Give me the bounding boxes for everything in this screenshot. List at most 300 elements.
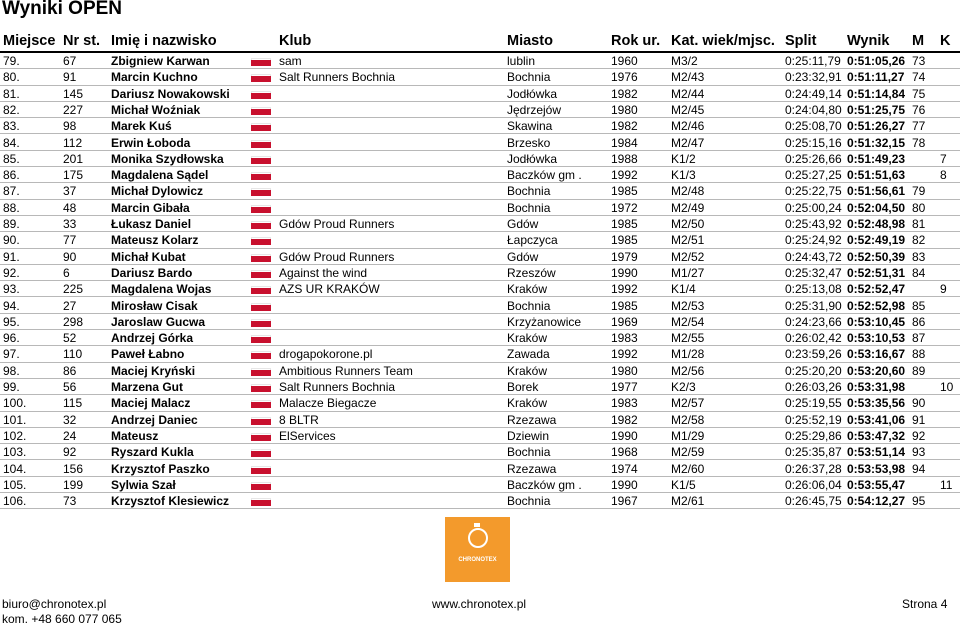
poland-flag-icon [251, 58, 271, 66]
cell-nr: 92 [63, 445, 77, 460]
cell-m: 90 [912, 396, 926, 411]
table-row [0, 363, 960, 379]
cell-klub: Salt Runners Bochnia [279, 380, 396, 394]
cell-name: Michał Kubat [111, 249, 186, 264]
cell-nr: 115 [63, 396, 83, 411]
cell-wynik: 0:51:05,26 [847, 54, 906, 68]
cell-nr: 73 [63, 494, 77, 509]
poland-flag-icon [251, 74, 271, 82]
cell-split: 0:24:23,66 [785, 314, 842, 329]
table-row [0, 118, 960, 134]
cell-miasto: Rzeszów [507, 265, 556, 280]
poland-flag-icon [251, 237, 271, 245]
cell-klub: sam [279, 54, 302, 68]
poland-flag-icon [251, 384, 271, 392]
cell-nr: 201 [63, 151, 84, 166]
cell-miejsce: 85. [3, 151, 20, 166]
cell-wynik: 0:52:52,47 [847, 282, 906, 297]
cell-nr: 32 [63, 412, 77, 427]
table-row [0, 86, 960, 102]
cell-nr: 33 [63, 217, 77, 231]
cell-wynik: 0:52:52,98 [847, 298, 906, 313]
cell-kat: M2/60 [671, 461, 705, 476]
cell-split: 0:26:37,28 [785, 461, 842, 476]
cell-miasto: Bochnia [507, 184, 551, 199]
page-title: Wyniki OPEN [2, 0, 123, 19]
cell-klub: Gdów Proud Runners [279, 217, 395, 231]
poland-flag-icon [251, 172, 271, 180]
table-row [0, 135, 960, 151]
header-miejsce: Miejsce [3, 33, 56, 49]
cell-rok: 1969 [611, 314, 638, 329]
cell-miasto: Dziewin [507, 428, 550, 443]
cell-nr: 110 [63, 347, 83, 362]
cell-m: 78 [912, 135, 926, 150]
cell-wynik: 0:51:51,63 [847, 168, 906, 183]
table-row [0, 395, 960, 411]
cell-m: 93 [912, 445, 926, 460]
cell-miejsce: 89. [3, 217, 20, 231]
cell-split: 0:25:52,19 [785, 412, 842, 427]
poland-flag-icon [251, 335, 271, 343]
cell-wynik: 0:53:20,60 [847, 363, 906, 378]
cell-rok: 1967 [611, 494, 638, 509]
cell-name: Maciej Malacz [111, 396, 191, 411]
cell-miejsce: 84. [3, 135, 20, 150]
cell-split: 0:25:35,87 [785, 445, 842, 460]
poland-flag-icon [251, 368, 271, 376]
cell-miejsce: 103. [3, 445, 27, 460]
cell-name: Mateusz [111, 428, 159, 443]
cell-kat: M2/52 [671, 249, 705, 264]
cell-miasto: Brzesko [507, 135, 551, 150]
table-row [0, 167, 960, 183]
cell-miejsce: 94. [3, 298, 20, 313]
cell-m: 82 [912, 233, 926, 248]
table-row [0, 53, 960, 69]
table-row [0, 330, 960, 346]
cell-nr: 227 [63, 102, 84, 117]
cell-nr: 112 [63, 135, 83, 150]
cell-rok: 1968 [611, 445, 638, 460]
cell-split: 0:26:06,04 [785, 477, 842, 492]
footer-email: biuro@chronotex.pl [2, 597, 107, 611]
cell-miejsce: 98. [3, 363, 20, 378]
cell-wynik: 0:53:10,45 [847, 314, 906, 329]
cell-klub: AZS UR KRAKÓW [279, 282, 380, 297]
cell-miasto: Bochnia [507, 298, 551, 313]
cell-klub: Ambitious Runners Team [279, 363, 413, 378]
cell-name: Andrzej Górka [111, 331, 194, 346]
cell-name: Erwin Łoboda [111, 135, 191, 150]
cell-miejsce: 79. [3, 54, 20, 68]
cell-name: Michał Dylowicz [111, 184, 204, 199]
cell-rok: 1990 [611, 428, 638, 443]
cell-wynik: 0:53:41,06 [847, 412, 906, 427]
cell-kat: K2/3 [671, 380, 696, 394]
header-m: M [912, 33, 925, 49]
cell-split: 0:24:04,80 [785, 102, 842, 117]
cell-rok: 1980 [611, 363, 638, 378]
cell-miasto: Baczków gm . [507, 168, 582, 183]
cell-wynik: 0:51:32,15 [847, 135, 906, 150]
cell-name: Mirosław Cisak [111, 298, 198, 313]
table-header [0, 31, 960, 53]
poland-flag-icon [251, 188, 271, 196]
cell-klub: Against the wind [279, 265, 368, 280]
cell-kat: M2/50 [671, 217, 705, 231]
cell-split: 0:26:02,42 [785, 331, 842, 346]
cell-m: 83 [912, 249, 926, 264]
table-row [0, 216, 960, 232]
cell-split: 0:23:59,26 [785, 347, 842, 362]
cell-miasto: Bochnia [507, 200, 551, 215]
poland-flag-icon [251, 156, 271, 164]
cell-miasto: Jędrzejów [507, 102, 562, 117]
header-kat: Kat. wiek/mjsc. [671, 33, 775, 49]
cell-rok: 1983 [611, 331, 638, 346]
cell-rok: 1974 [611, 461, 638, 476]
cell-miejsce: 81. [3, 86, 20, 101]
cell-name: Andrzej Daniec [111, 412, 198, 427]
cell-kat: M2/47 [671, 135, 705, 150]
cell-nr: 225 [63, 282, 84, 297]
cell-k: 11 [940, 477, 953, 492]
cell-m: 73 [912, 54, 926, 68]
cell-miejsce: 86. [3, 168, 20, 183]
cell-wynik: 0:51:11,27 [847, 70, 905, 85]
footer-phone: kom. +48 660 077 065 [2, 612, 122, 626]
cell-split: 0:26:03,26 [785, 380, 842, 394]
cell-name: Ryszard Kukla [111, 445, 194, 460]
poland-flag-icon [251, 482, 271, 490]
cell-miejsce: 82. [3, 102, 20, 117]
poland-flag-icon [251, 417, 271, 425]
cell-rok: 1984 [611, 135, 638, 150]
cell-miasto: lublin [507, 54, 536, 68]
table-row [0, 281, 960, 297]
cell-rok: 1990 [611, 477, 638, 492]
cell-m: 88 [912, 347, 926, 362]
cell-split: 0:25:20,20 [785, 363, 842, 378]
cell-wynik: 0:53:16,67 [847, 347, 906, 362]
cell-miejsce: 96. [3, 331, 20, 346]
cell-split: 0:25:08,70 [785, 119, 842, 134]
cell-miasto: Kraków [507, 363, 548, 378]
cell-klub: Gdów Proud Runners [279, 249, 395, 264]
table-row [0, 477, 960, 493]
cell-miasto: Borek [507, 380, 539, 394]
cell-split: 0:25:11,79 [785, 54, 841, 68]
cell-nr: 67 [63, 54, 77, 68]
poland-flag-icon [251, 449, 271, 457]
table-row [0, 314, 960, 330]
cell-nr: 86 [63, 363, 77, 378]
cell-m: 81 [912, 217, 926, 231]
cell-rok: 1985 [611, 298, 638, 313]
cell-m: 89 [912, 363, 926, 378]
cell-kat: M2/53 [671, 298, 705, 313]
cell-miasto: Baczków gm . [507, 477, 582, 492]
cell-kat: M2/51 [671, 233, 705, 248]
cell-wynik: 0:53:53,98 [847, 461, 906, 476]
cell-kat: M1/28 [671, 347, 705, 362]
header-nr: Nr st. [63, 33, 101, 49]
table-row [0, 200, 960, 216]
header-k: K [940, 33, 951, 49]
cell-wynik: 0:53:31,98 [847, 380, 906, 394]
cell-wynik: 0:53:51,14 [847, 445, 906, 460]
cell-rok: 1977 [611, 380, 638, 394]
cell-miejsce: 105. [3, 477, 27, 492]
table-row [0, 232, 960, 248]
chronotex-logo [445, 517, 510, 582]
cell-klub: Malacze Biegacze [279, 396, 377, 411]
cell-wynik: 0:51:25,75 [847, 102, 906, 117]
cell-m: 77 [912, 119, 926, 134]
cell-miejsce: 97. [3, 347, 20, 362]
table-row [0, 412, 960, 428]
poland-flag-icon [251, 123, 271, 131]
cell-miasto: Zawada [507, 347, 550, 362]
cell-nr: 52 [63, 331, 77, 346]
cell-split: 0:25:43,92 [785, 217, 842, 231]
cell-miejsce: 100. [3, 396, 27, 411]
cell-kat: M2/61 [671, 494, 705, 509]
cell-name: Krzysztof Paszko [111, 461, 210, 476]
cell-klub: Salt Runners Bochnia [279, 70, 396, 85]
cell-kat: M2/49 [671, 200, 705, 215]
cell-wynik: 0:53:47,32 [847, 428, 906, 443]
poland-flag-icon [251, 498, 271, 506]
cell-miejsce: 87. [3, 184, 20, 199]
cell-wynik: 0:51:56,61 [847, 184, 906, 199]
cell-wynik: 0:53:10,53 [847, 331, 906, 346]
cell-wynik: 0:52:04,50 [847, 200, 906, 215]
header-miasto: Miasto [507, 33, 553, 49]
cell-miasto: Bochnia [507, 445, 551, 460]
cell-wynik: 0:51:26,27 [847, 119, 906, 134]
cell-m: 84 [912, 265, 926, 280]
cell-rok: 1990 [611, 265, 638, 280]
cell-miasto: Bochnia [507, 494, 551, 509]
cell-split: 0:25:22,75 [785, 184, 842, 199]
cell-rok: 1992 [611, 168, 638, 183]
cell-nr: 27 [63, 298, 77, 313]
cell-kat: K1/4 [671, 282, 696, 297]
cell-name: Maciej Kryński [111, 363, 196, 378]
header-imie: Imię i nazwisko [111, 33, 217, 49]
cell-miejsce: 80. [3, 70, 20, 85]
cell-miejsce: 102. [3, 428, 27, 443]
table-row [0, 265, 960, 281]
cell-k: 9 [940, 282, 947, 297]
cell-rok: 1983 [611, 396, 638, 411]
cell-nr: 48 [63, 200, 77, 215]
cell-nr: 175 [63, 168, 84, 183]
poland-flag-icon [251, 221, 271, 229]
cell-rok: 1992 [611, 282, 638, 297]
cell-name: Monika Szydłowska [111, 151, 224, 166]
cell-kat: M2/56 [671, 363, 705, 378]
cell-kat: K1/2 [671, 151, 696, 166]
cell-wynik: 0:52:48,98 [847, 217, 906, 231]
cell-split: 0:25:13,08 [785, 282, 842, 297]
cell-split: 0:24:43,72 [785, 249, 842, 264]
poland-flag-icon [251, 91, 271, 99]
cell-name: Krzysztof Klesiewicz [111, 494, 230, 509]
table-row [0, 183, 960, 199]
cell-miejsce: 88. [3, 200, 20, 215]
cell-klub: 8 BLTR [279, 412, 319, 427]
cell-name: Dariusz Bardo [111, 265, 193, 280]
cell-nr: 56 [63, 380, 77, 394]
cell-miejsce: 92. [3, 265, 20, 280]
cell-miasto: Kraków [507, 396, 548, 411]
cell-split: 0:23:32,91 [785, 70, 842, 85]
footer-page-number: Strona 4 [902, 597, 948, 611]
poland-flag-icon [251, 254, 271, 262]
cell-miasto: Gdów [507, 249, 539, 264]
header-rok: Rok ur. [611, 33, 661, 49]
poland-flag-icon [251, 205, 271, 213]
cell-kat: M2/59 [671, 445, 705, 460]
cell-split: 0:25:19,55 [785, 396, 842, 411]
cell-name: Mateusz Kolarz [111, 233, 199, 248]
cell-nr: 24 [63, 428, 77, 443]
cell-name: Magdalena Sądel [111, 168, 209, 183]
cell-wynik: 0:54:12,27 [847, 494, 906, 509]
cell-miasto: Kraków [507, 331, 548, 346]
cell-name: Magdalena Wojas [111, 282, 212, 297]
cell-miasto: Bochnia [507, 70, 551, 85]
cell-m: 79 [912, 184, 926, 199]
cell-rok: 1976 [611, 70, 638, 85]
cell-miejsce: 101. [3, 412, 27, 427]
cell-name: Marzena Gut [111, 380, 184, 394]
table-row [0, 444, 960, 460]
cell-kat: M2/45 [671, 102, 705, 117]
cell-kat: M2/48 [671, 184, 705, 199]
cell-kat: M2/43 [671, 70, 705, 85]
cell-nr: 77 [63, 233, 77, 248]
cell-rok: 1972 [611, 200, 638, 215]
cell-klub: ElServices [279, 428, 336, 443]
cell-rok: 1988 [611, 151, 638, 166]
cell-kat: M2/57 [671, 396, 705, 411]
cell-k: 7 [940, 151, 947, 166]
cell-nr: 91 [63, 70, 77, 85]
poland-flag-icon [251, 400, 271, 408]
table-row [0, 346, 960, 362]
cell-rok: 1985 [611, 217, 638, 231]
cell-miejsce: 91. [3, 249, 20, 264]
cell-rok: 1992 [611, 347, 638, 362]
cell-m: 85 [912, 298, 926, 313]
table-row [0, 102, 960, 118]
cell-kat: M1/27 [671, 265, 705, 280]
poland-flag-icon [251, 351, 271, 359]
cell-split: 0:25:00,24 [785, 200, 842, 215]
table-row [0, 298, 960, 314]
cell-m: 94 [912, 461, 926, 476]
cell-m: 91 [912, 412, 926, 427]
cell-wynik: 0:51:14,84 [847, 86, 906, 101]
cell-miasto: Rzezawa [507, 461, 557, 476]
cell-split: 0:24:49,14 [785, 86, 842, 101]
table-row [0, 151, 960, 167]
cell-nr: 37 [63, 184, 77, 199]
cell-kat: M2/46 [671, 119, 705, 134]
table-row [0, 461, 960, 477]
cell-nr: 6 [63, 265, 70, 280]
cell-wynik: 0:53:35,56 [847, 396, 906, 411]
cell-split: 0:26:45,75 [785, 494, 842, 509]
table-row [0, 428, 960, 444]
table-row [0, 379, 960, 395]
cell-split: 0:25:27,25 [785, 168, 842, 183]
cell-split: 0:25:26,66 [785, 151, 842, 166]
footer-website: www.chronotex.pl [432, 597, 527, 611]
cell-nr: 145 [63, 86, 84, 101]
cell-miasto: Krzyżanowice [507, 314, 582, 329]
cell-kat: M2/54 [671, 314, 705, 329]
header-wynik: Wynik [847, 33, 890, 49]
cell-miejsce: 90. [3, 233, 20, 248]
cell-kat: M1/29 [671, 428, 705, 443]
cell-rok: 1980 [611, 102, 638, 117]
cell-kat: M2/55 [671, 331, 705, 346]
cell-kat: K1/5 [671, 477, 696, 492]
cell-wynik: 0:52:49,19 [847, 233, 906, 248]
cell-name: Michał Woźniak [111, 102, 201, 117]
table-row [0, 69, 960, 85]
poland-flag-icon [251, 107, 271, 115]
cell-nr: 90 [63, 249, 77, 264]
cell-nr: 156 [63, 461, 84, 476]
cell-name: Dariusz Nowakowski [111, 86, 230, 101]
cell-kat: M3/2 [671, 54, 698, 68]
cell-miasto: Jodłówka [507, 151, 558, 166]
cell-name: Marcin Kuchno [111, 70, 198, 85]
cell-m: 74 [912, 70, 926, 85]
cell-kat: K1/3 [671, 168, 696, 183]
cell-miejsce: 106. [3, 494, 27, 509]
cell-m: 80 [912, 200, 926, 215]
cell-m: 76 [912, 102, 926, 117]
cell-nr: 298 [63, 314, 84, 329]
cell-rok: 1982 [611, 86, 638, 101]
cell-miejsce: 95. [3, 314, 20, 329]
cell-rok: 1982 [611, 119, 638, 134]
poland-flag-icon [251, 140, 271, 148]
cell-rok: 1979 [611, 249, 638, 264]
cell-rok: 1960 [611, 54, 638, 68]
poland-flag-icon [251, 303, 271, 311]
cell-name: Marek Kuś [111, 119, 172, 134]
cell-name: Jaroslaw Gucwa [111, 314, 206, 329]
cell-miasto: Rzezawa [507, 412, 557, 427]
cell-miejsce: 83. [3, 119, 20, 134]
cell-split: 0:25:24,92 [785, 233, 842, 248]
cell-wynik: 0:53:55,47 [847, 477, 906, 492]
poland-flag-icon [251, 286, 271, 294]
table-row [0, 249, 960, 265]
cell-kat: M2/44 [671, 86, 705, 101]
cell-name: Łukasz Daniel [111, 217, 192, 231]
cell-rok: 1985 [611, 233, 638, 248]
cell-split: 0:25:29,86 [785, 428, 842, 443]
